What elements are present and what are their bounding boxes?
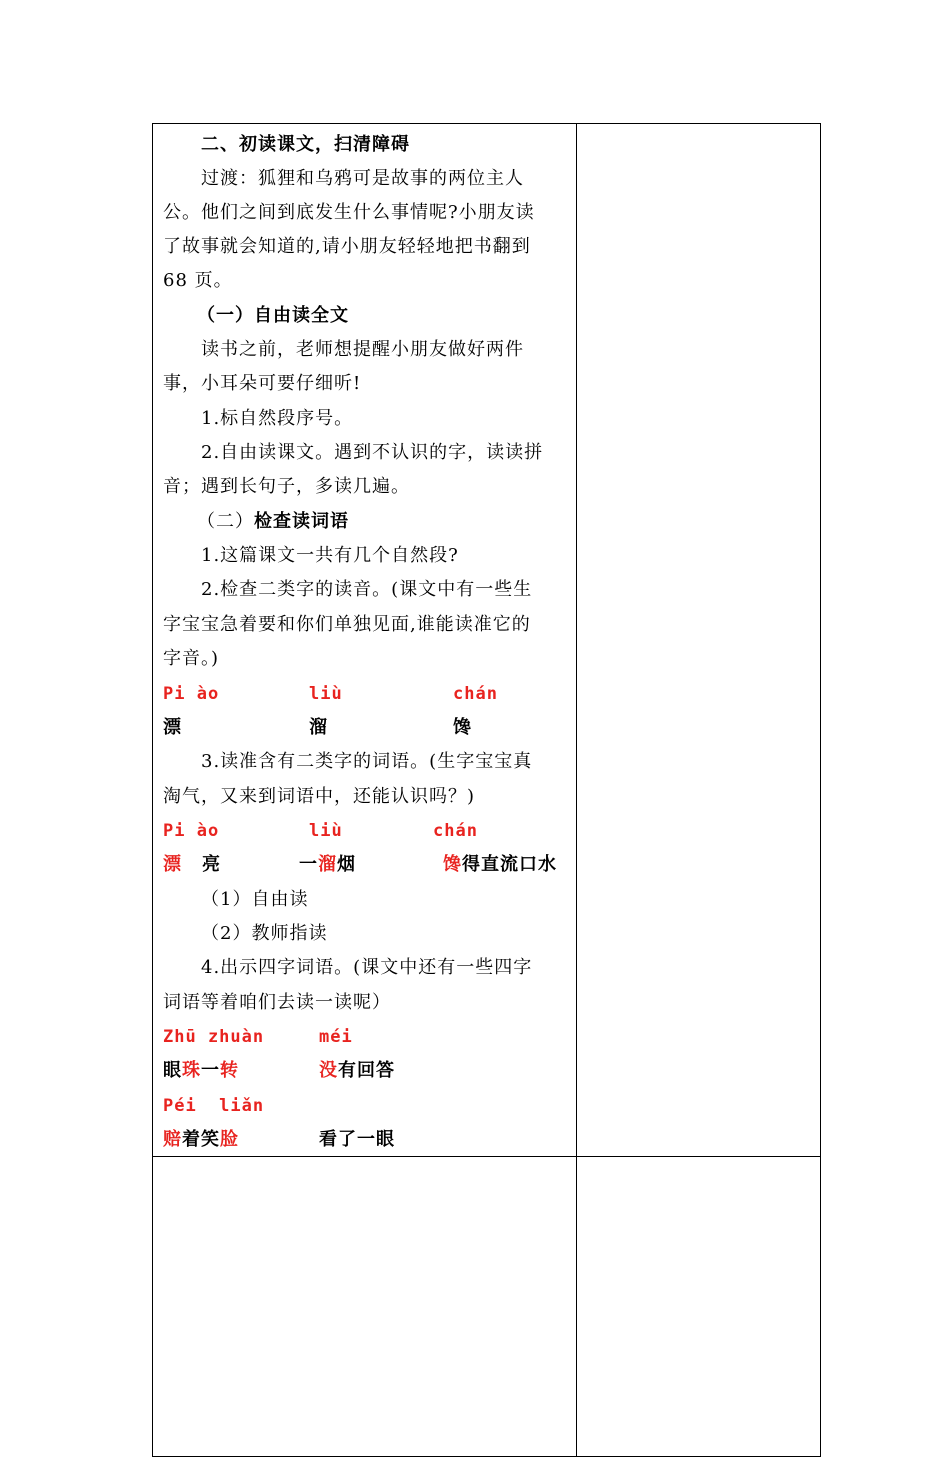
notes-cell [577,124,820,1156]
question-line: 淘气，又来到词语中，还能认识吗？) [163,786,476,807]
part2-heading [197,509,349,535]
word-part: 得直流口水 [462,854,557,875]
word-part: 亮 [202,854,221,875]
word-part: 烟 [337,854,356,875]
transition-line: 68 页。 [163,270,233,291]
pinyin: Zhū zhuàn [163,1027,265,1047]
idiom [319,1058,395,1084]
idiom-row [163,1058,567,1084]
idiom-row [163,1127,567,1153]
pinyin-row [163,818,567,844]
pinyin: méi [319,1027,353,1047]
transition-line: 了故事就会知道的,请小朋友轻轻地把书翻到 [163,236,531,257]
character: 馋 [453,717,472,738]
transition-line: 公。他们之间到底发生什么事情呢?小朋友读 [163,202,535,223]
red-character: 漂 [163,854,182,875]
idiom-part: 眼 [163,1060,182,1081]
part1-heading: （一）自由读全文 [197,305,349,326]
question-line: 4.出示四字词语。(课文中还有一些四字 [201,957,533,978]
list-item: 1.标自然段序号。 [201,408,354,429]
step-item: （2）教师指读 [201,923,328,944]
red-character: 赔 [163,1129,182,1150]
word [163,852,221,878]
red-character: 脸 [220,1129,239,1150]
word [443,852,557,878]
word-part: 一 [299,854,318,875]
red-character: 溜 [318,854,337,875]
transition-line: 过渡：狐狸和乌鸦可是故事的两位主人 [201,168,524,189]
list-item: 音；遇到长句子，多读几遍。 [163,476,410,497]
pinyin: liù [309,684,343,704]
word-row [163,852,567,878]
paragraph-line: 读书之前，老师想提醒小朋友做好两件 [201,339,524,360]
question-line: 1.这篇课文一共有几个自然段? [201,545,459,566]
idiom [163,1127,239,1153]
question-line: 2.检查二类字的读音。(课文中有一些生 [201,579,533,600]
pinyin: chán [433,821,478,841]
question-line: 3.读准含有二类字的词语。(生字宝宝真 [201,751,533,772]
word [299,852,356,878]
red-character: 馋 [443,854,462,875]
idiom-part: 一 [201,1060,220,1081]
character-row [163,715,567,741]
question-line: 字宝宝急着要和你们单独见面,谁能读准它的 [163,614,531,635]
pinyin: chán [453,684,498,704]
step-item: （1）自由读 [201,889,309,910]
red-character: 珠 [182,1060,201,1081]
pinyin: Pi ào [163,684,220,704]
idiom-part: 有回答 [338,1060,395,1081]
idiom [163,1058,239,1084]
question-line: 字音。) [163,648,220,669]
idiom: 看了一眼 [319,1129,395,1150]
red-character: 转 [220,1060,239,1081]
pinyin-row [163,1024,567,1050]
character: 漂 [163,717,182,738]
row-bottom-border [153,1156,820,1157]
pinyin-row [163,1093,567,1119]
idiom-part: 着笑 [182,1129,220,1150]
pinyin-row [163,681,567,707]
section-title: 二、初读课文，扫清障碍 [201,134,410,155]
list-item: 2.自由读课文。遇到不认识的字，读读拼 [201,442,544,463]
lesson-plan-table [152,123,821,1457]
pinyin: liù [309,821,343,841]
part2-heading-prefix: （二） [197,511,254,532]
pinyin: Péi liǎn [163,1096,265,1116]
question-line: 词语等着咱们去读一读呢） [163,992,391,1013]
character: 溜 [309,717,328,738]
pinyin: Pi ào [163,821,220,841]
red-character: 没 [319,1060,338,1081]
paragraph-line: 事，小耳朵可要仔细听! [163,373,362,394]
part2-heading-text: 检查读词语 [254,511,349,532]
